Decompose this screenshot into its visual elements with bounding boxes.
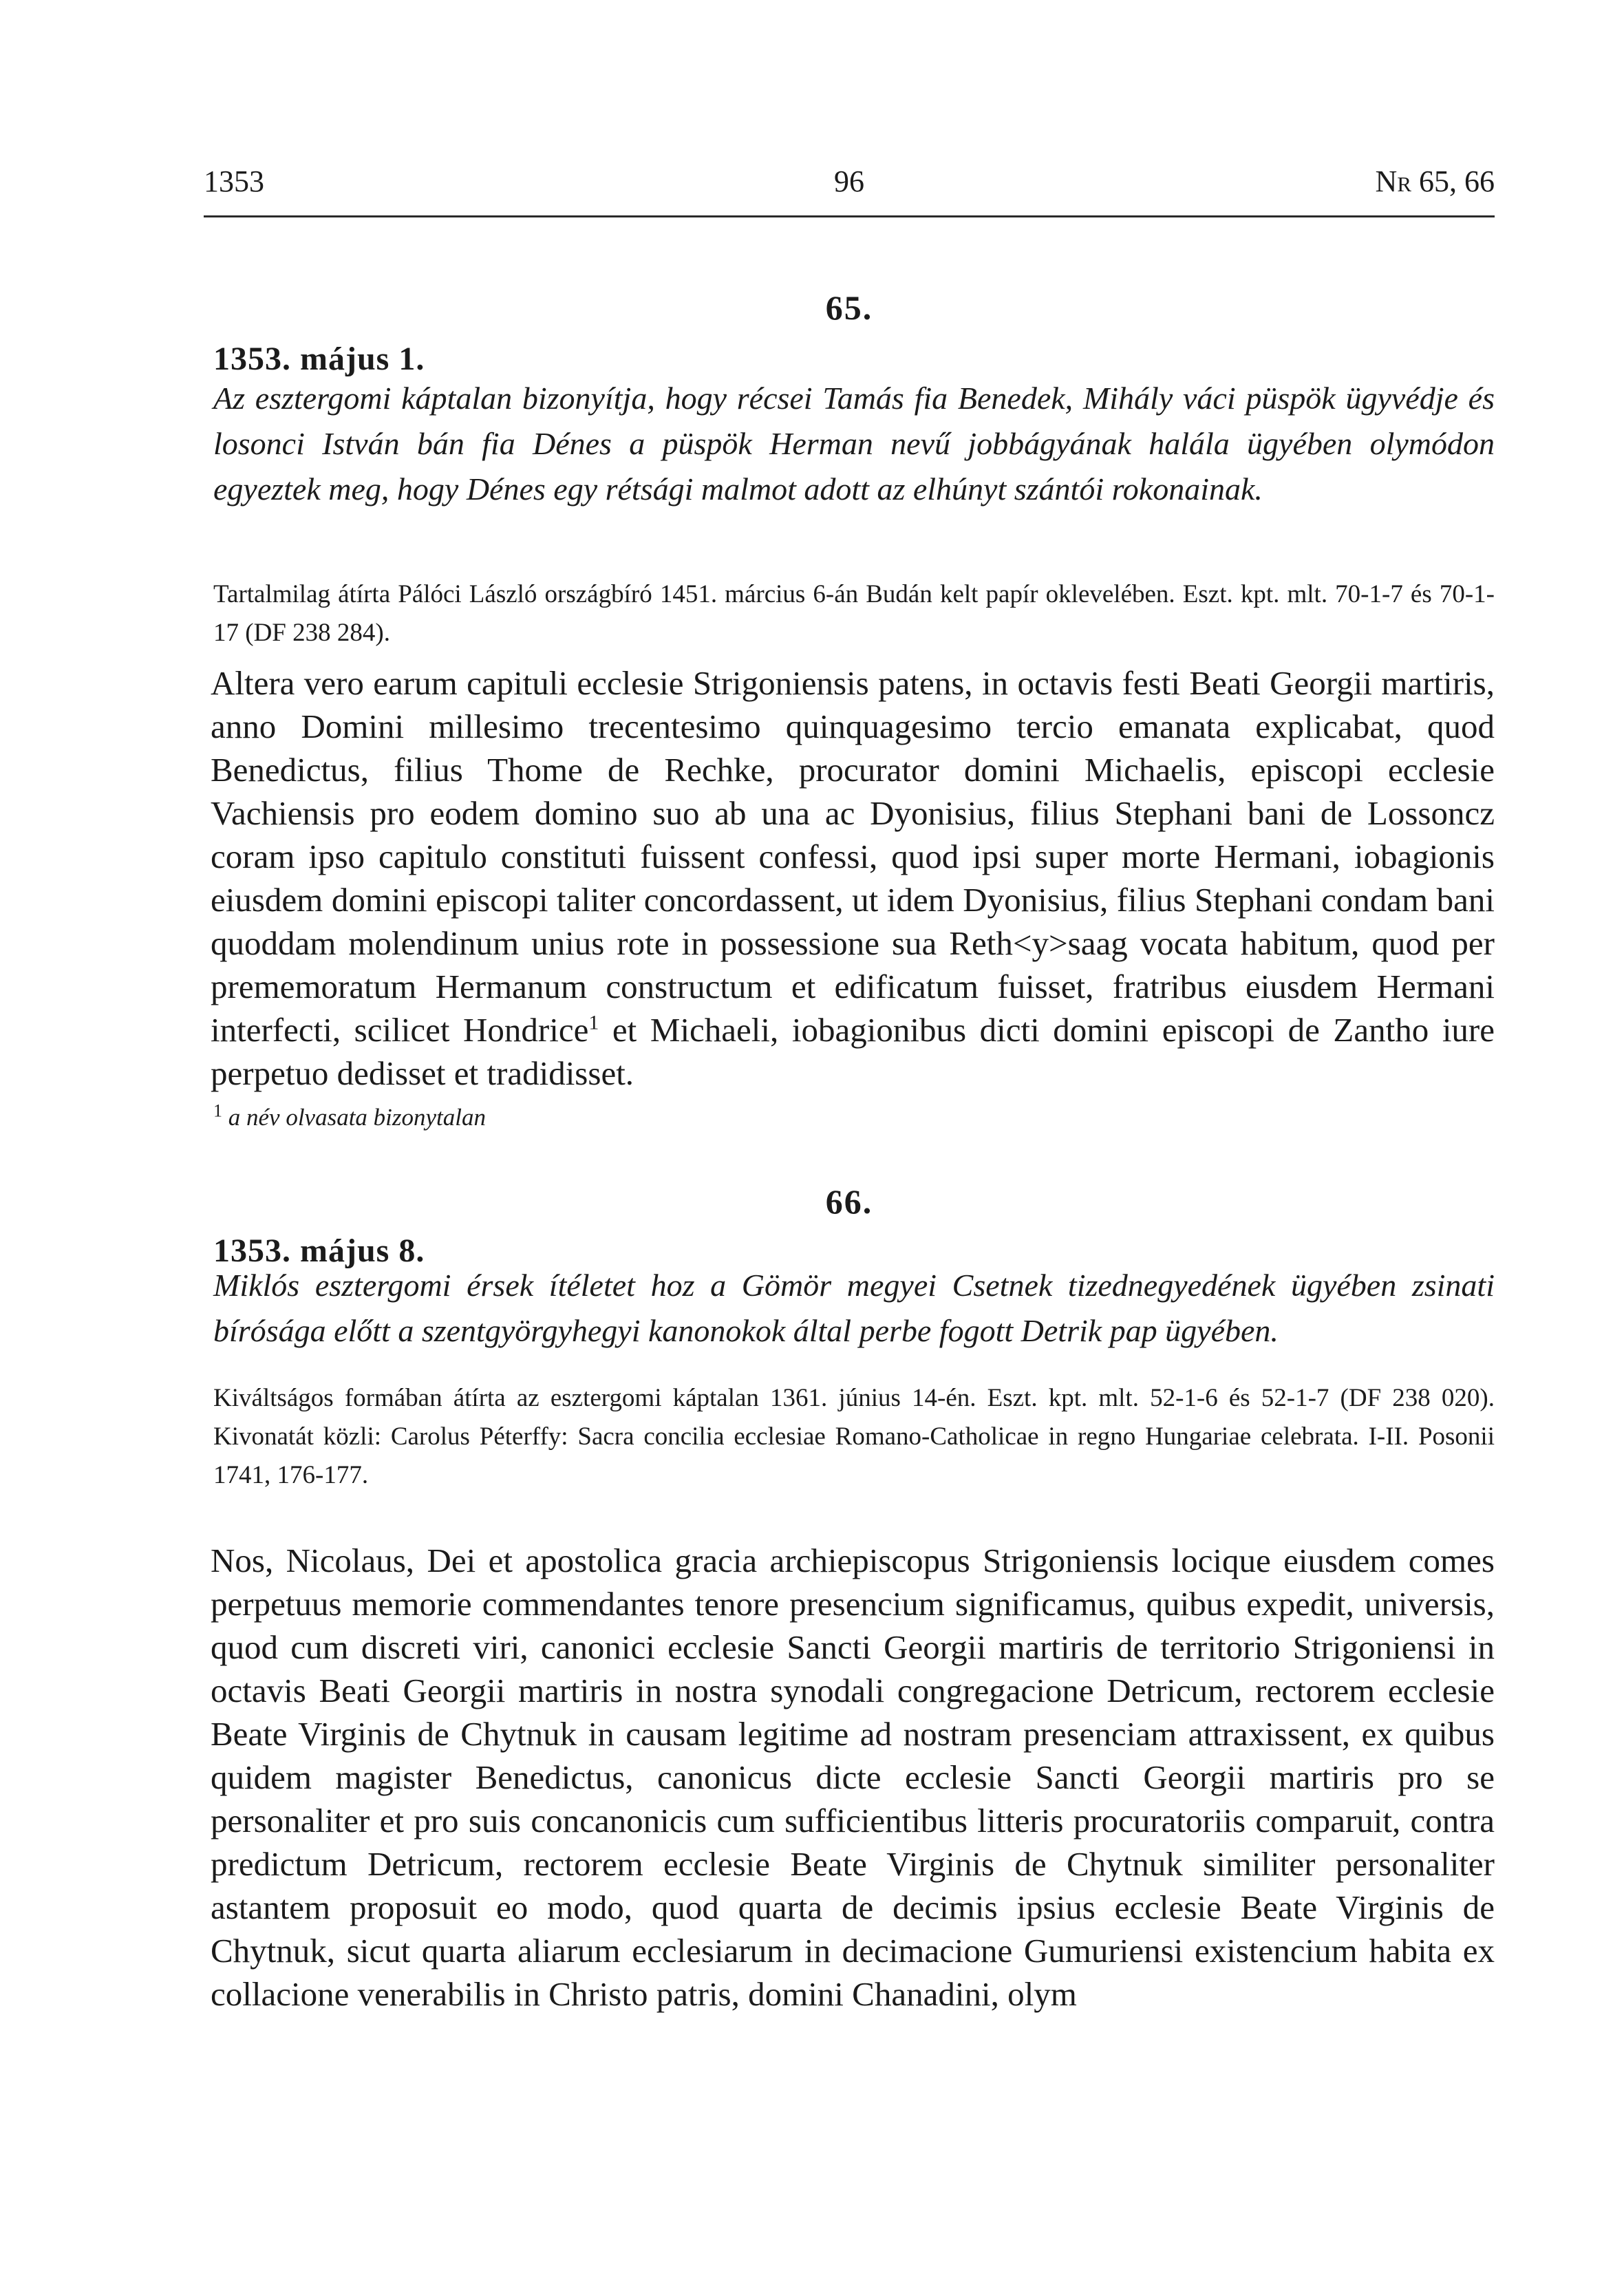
nr-values: 65, 66 [1419,164,1495,198]
entry-66-text: Nos, Nicolaus, Dei et apostolica gracia archiepiscopus Strigoniensis locique eiusdem comes perpetuus memorie commendantes tenore presencium significamus, quibus expedit, universis, quod cum discreti viri, canonici ecclesie Sancti Georgii martiris de territorio Strigoniensi in octavis Beati Georgii martiris in nostra synodali congregacione Detricum, rectorem ecclesie Beate Virginis de Chytnuk in causam legitime ad nostram presenciam attraxissent, ex quibus quidem magister Benedictus, canonicus dicte ecclesie Sancti Georgii martiris pro se personaliter et pro suis concanonicis cum sufficientibus litteris procuratoriis comparuit, contra predictum Detricum, rectorem ecclesie Beate Virginis de Chytnuk similiter personaliter astantem proposuit eo modo, quod quarta de decimis ipsius ecclesie Beate Virginis de Chytnuk, sicut quarta aliarum ecclesiarum in decimacione Gumuriensi existencium habita ex collacione venerabilis in Christo patris, domini Chanadini, olym [211,1542,1495,2013]
entry-66-number: 66. [825,1182,873,1221]
entry-65-source: Tartalmilag átírta Pálóci László országbíró 1451. március 6-án Budán kelt papír oklevelében. Eszt. kpt. mlt. 70-1-7 és 70-1-17 (DF 238 284). [213,580,1495,647]
header-year: 1353 [204,164,264,198]
running-head [204,164,1495,212]
entry-66-source: Kiváltságos formában átírta az esztergomi káptalan 1361. június 14-én. Eszt. kpt. mlt. 52-1-6 és 52-1-7 (DF 238 020). Kivonatát közli: Carolus Péterffy: Sacra concilia ecclesiae Romano-Catholicae in regno Hungariae celebrata. I-II. Posonii 1741, 176-177. [213,1384,1495,1489]
header-rule [204,215,1495,217]
entry-65-footnote [213,1100,487,1131]
entry-65-text-part2: et Michaeli, iobagionibus dicti domini episcopi de Zantho iure perpetuo dedisset et tradidisset. [211,1011,1495,1092]
footnote-text: a név olvasata bizonytalan [228,1104,487,1131]
page-number: 96 [834,164,864,198]
header-entry-numbers [1376,164,1495,199]
entry-65-text [211,661,1495,1095]
entry-66-regest: Miklós esztergomi érsek ítéletet hoz a Gömör megyei Csetnek tizednegyedének ügyében zsinati bírósága előtt a szentgyörgyhegyi kanonokok által perbe fogott Detrik pap ügyében. [213,1268,1495,1348]
note-marker: 1 [588,1011,599,1034]
entry-66-date: 1353. május 8. [213,1233,425,1269]
footnote-marker: 1 [213,1100,222,1121]
entry-65-number: 65. [825,288,873,327]
entry-65-date: 1353. május 1. [213,341,425,377]
nr-label: Nr [1375,164,1411,198]
entry-65-regest: Az esztergomi káptalan bizonyítja, hogy récsei Tamás fia Benedek, Mihály váci püspök ügyvédje és losonci István bán fia Dénes a püspök Herman nevű jobbágyának halála ügyében olymódon egyeztek meg, hogy Dénes egy rétsági malmot adott az elhúnyt szántói rokonainak. [213,381,1495,507]
entry-65-text-part1: Altera vero earum capituli ecclesie Strigoniensis patens, in octavis festi Beati Georgii martiris, anno Domini millesimo trecentesimo quinquagesimo tercio emanata explicabat, quod Benedictus, filius Thome de Rechke, procurator domini Michaelis, episcopi ecclesie Vachiensis pro eodem domino suo ab una ac Dyonisius, filius Stephani bani de Lossoncz coram ipso capitulo constituti fuissent confessi, quod ipsi super morte Hermani, iobagionis eiusdem domini episcopi taliter concordassent, ut idem Dyonisius, filius Stephani condam bani quoddam molendinum unius rote in possessione sua Reth<y>saag vocata habitum, quod per prememoratum Hermanum constructum et edificatum fuisset, fratribus eiusdem Hermani interfecti, scilicet Hondrice [211,664,1495,1049]
